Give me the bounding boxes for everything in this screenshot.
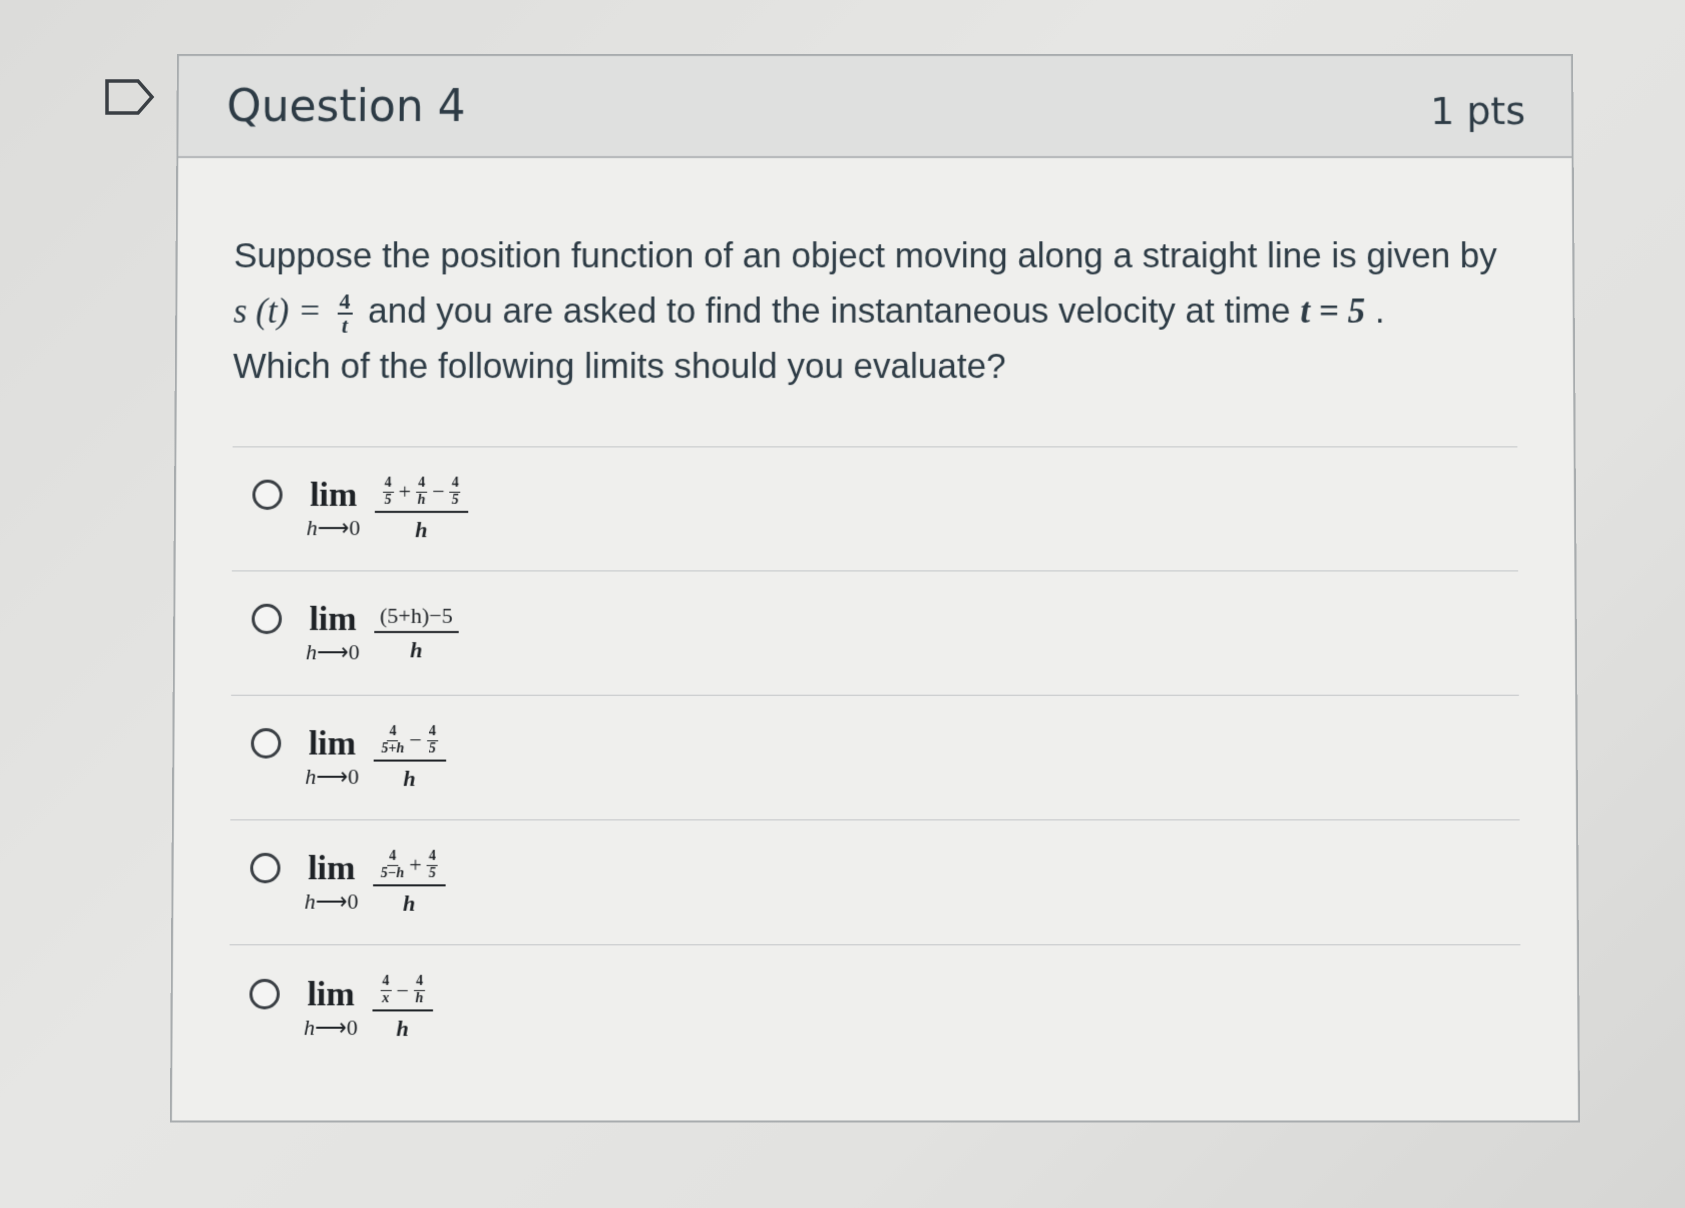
question-text-middle: and you are asked to find the instantaneous velocity at time xyxy=(367,291,1291,331)
limit-operator: lim h⟶0 xyxy=(305,600,360,665)
numerator: 4 5 + $\frac{4}{h}$ − $\frac{4}{5}$ xyxy=(374,475,468,512)
question-points: 1 pts xyxy=(1430,89,1526,134)
denominator: h xyxy=(396,1015,409,1041)
answer-option-3[interactable] xyxy=(230,696,1519,821)
answer-option-2[interactable] xyxy=(231,571,1519,695)
limit-operator: lim h⟶0 xyxy=(305,725,360,789)
answer-option-4[interactable] xyxy=(230,820,1521,945)
question-text xyxy=(233,228,1517,394)
numerator: (5+h)−5 xyxy=(374,603,459,633)
answer-option-5[interactable] xyxy=(229,945,1521,1070)
radio-button[interactable] xyxy=(250,853,280,883)
question-card xyxy=(170,54,1580,1123)
position-function-fraction: $\frac{4}{t}$ xyxy=(337,290,352,336)
numerator: 4 5+h − $\frac{4}{5}$ xyxy=(373,724,446,761)
radio-button[interactable] xyxy=(249,978,279,1009)
bookmark-icon[interactable] xyxy=(104,78,156,116)
limit-expression xyxy=(304,848,446,916)
question-text-line1: Suppose the position function of an object moving along a straight line is given by xyxy=(233,236,1498,276)
difference-quotient xyxy=(372,974,433,1042)
question-header xyxy=(178,56,1571,158)
limit-operator: lim h⟶0 xyxy=(304,849,359,914)
question-text-line3: Which of the following limits should you evaluate? xyxy=(232,346,1006,386)
denominator: h xyxy=(415,516,428,542)
difference-quotient xyxy=(372,848,446,916)
numerator: 4 5−h + $\frac{4}{5}$ xyxy=(373,848,446,886)
difference-quotient xyxy=(374,603,459,664)
numerator: 4 x − $\frac{4}{h}$ xyxy=(372,974,433,1012)
radio-button[interactable] xyxy=(252,604,282,634)
limit-expression xyxy=(305,724,446,792)
question-title: Question 4 xyxy=(226,80,466,132)
denominator: h xyxy=(403,765,416,791)
answer-option-1[interactable] xyxy=(232,447,1518,571)
limit-operator: lim h⟶0 xyxy=(303,975,358,1040)
limit-expression xyxy=(306,601,459,666)
difference-quotient xyxy=(374,475,469,543)
difference-quotient xyxy=(373,724,446,792)
time-value: t = 5 xyxy=(1300,291,1366,331)
radio-button[interactable] xyxy=(251,728,281,758)
denominator: h xyxy=(402,889,416,916)
position-function-label: s (t) = xyxy=(233,291,322,331)
limit-expression xyxy=(304,974,433,1042)
limit-operator: lim h⟶0 xyxy=(306,476,361,541)
radio-button[interactable] xyxy=(252,480,282,510)
limit-expression xyxy=(306,475,468,543)
answer-list xyxy=(229,446,1521,1070)
denominator: h xyxy=(409,637,423,663)
question-body xyxy=(172,158,1577,1070)
question-text-line2: s (t) = $\frac{4}{t}$ and you are asked to find the instantaneous velocity at time t = 5 . xyxy=(233,288,1385,338)
